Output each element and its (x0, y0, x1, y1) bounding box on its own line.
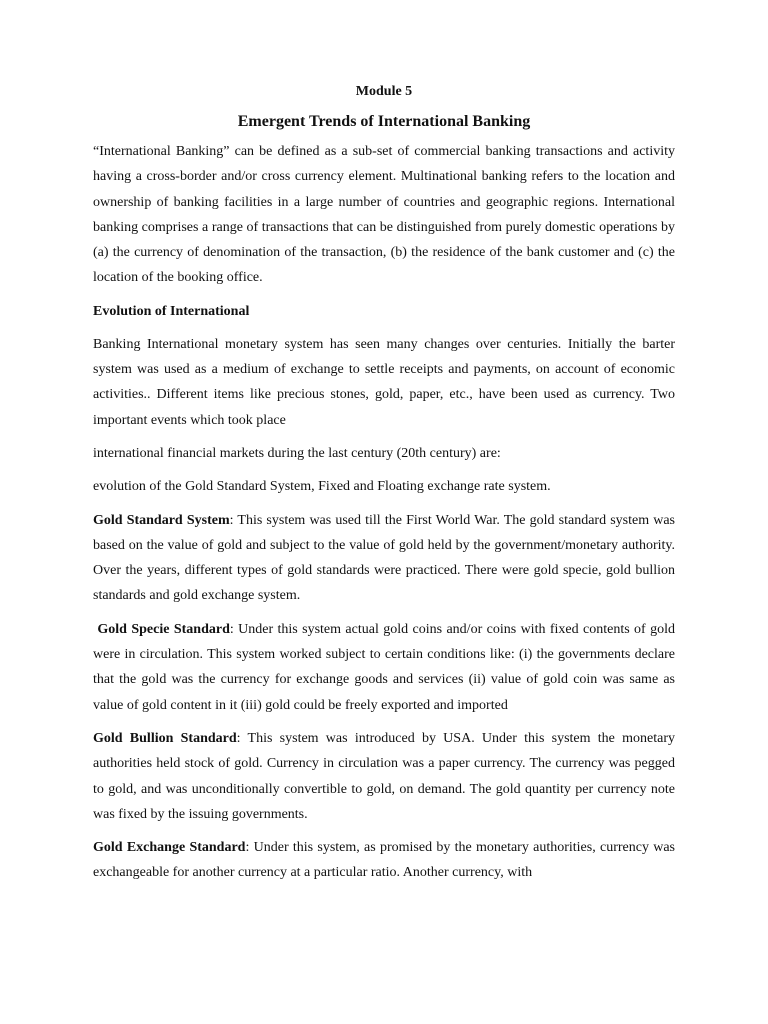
gold-bullion-term: Gold Bullion Standard (93, 730, 237, 746)
gold-specie-text: : Under this system actual gold coins and/or coins with fixed contents of gold were in circulation. This system worked subject to certain conditions like: (i) the governments declare that the gold was the currency for exchange goods and services (ii) value of gold coin was same as value of gold content in it (iii) gold could be freely exported and imported (93, 621, 675, 713)
module-label: Module 5 (355, 84, 413, 99)
gold-bullion-paragraph (93, 726, 675, 827)
financial-markets-line: international financial markets during the last century (20th century) are: (93, 445, 501, 461)
document-page (93, 82, 675, 894)
gold-bullion-text: : This system was introduced by USA. Under this system the monetary authorities held stock of gold. Currency in circulation was a paper currency. The currency was pegged to gold, and was unconditionally convertible to gold, on demand. The gold quantity per currency note was fixed by the issuing governments. (93, 730, 675, 822)
gold-exchange-text: : Under this system, as promised by the monetary authorities, currency was exchangeable for another currency at a particular ratio. Another currency, with (93, 840, 675, 881)
gold-standard-text: : This system was used till the First World War. The gold standard system was based on the value of gold and subject to the value of gold held by the government/monetary authority. Over the years, different types of gold standards were practiced. There were gold specie, gold bullion standards and gold exchange system. (93, 512, 675, 604)
evolution-heading: Evolution of International (93, 303, 250, 319)
gold-specie-term: Gold Specie Standard (97, 621, 230, 637)
gold-standard-paragraph (93, 508, 675, 609)
page-title: Emergent Trends of International Banking (237, 113, 531, 130)
gold-standard-term: Gold Standard System (93, 512, 230, 528)
gold-specie-paragraph (93, 617, 675, 718)
gold-exchange-paragraph (93, 835, 675, 886)
evolution-paragraph: Banking International monetary system has seen many changes over centuries. Initially the barter system was used as a medium of exchange to settle receipts and payments, on account of economic activities.. Different items like precious stones, gold, paper, etc., have been used as currency. Two important events which took place (93, 336, 675, 428)
intro-paragraph: “International Banking” can be defined as a sub-set of commercial banking transactions and activity having a cross-border and/or cross currency element. Multinational banking refers to the location and ownership of banking facilities in a large number of countries and geographic regions. International banking comprises a range of transactions that can be distinguished from purely domestic operations by (a) the currency of denomination of the transaction, (b) the residence of the bank customer and (c) the location of the booking office. (93, 144, 675, 286)
evolution-systems-line: evolution of the Gold Standard System, Fixed and Floating exchange rate system. (93, 479, 551, 495)
gold-exchange-term: Gold Exchange Standard (93, 840, 246, 856)
